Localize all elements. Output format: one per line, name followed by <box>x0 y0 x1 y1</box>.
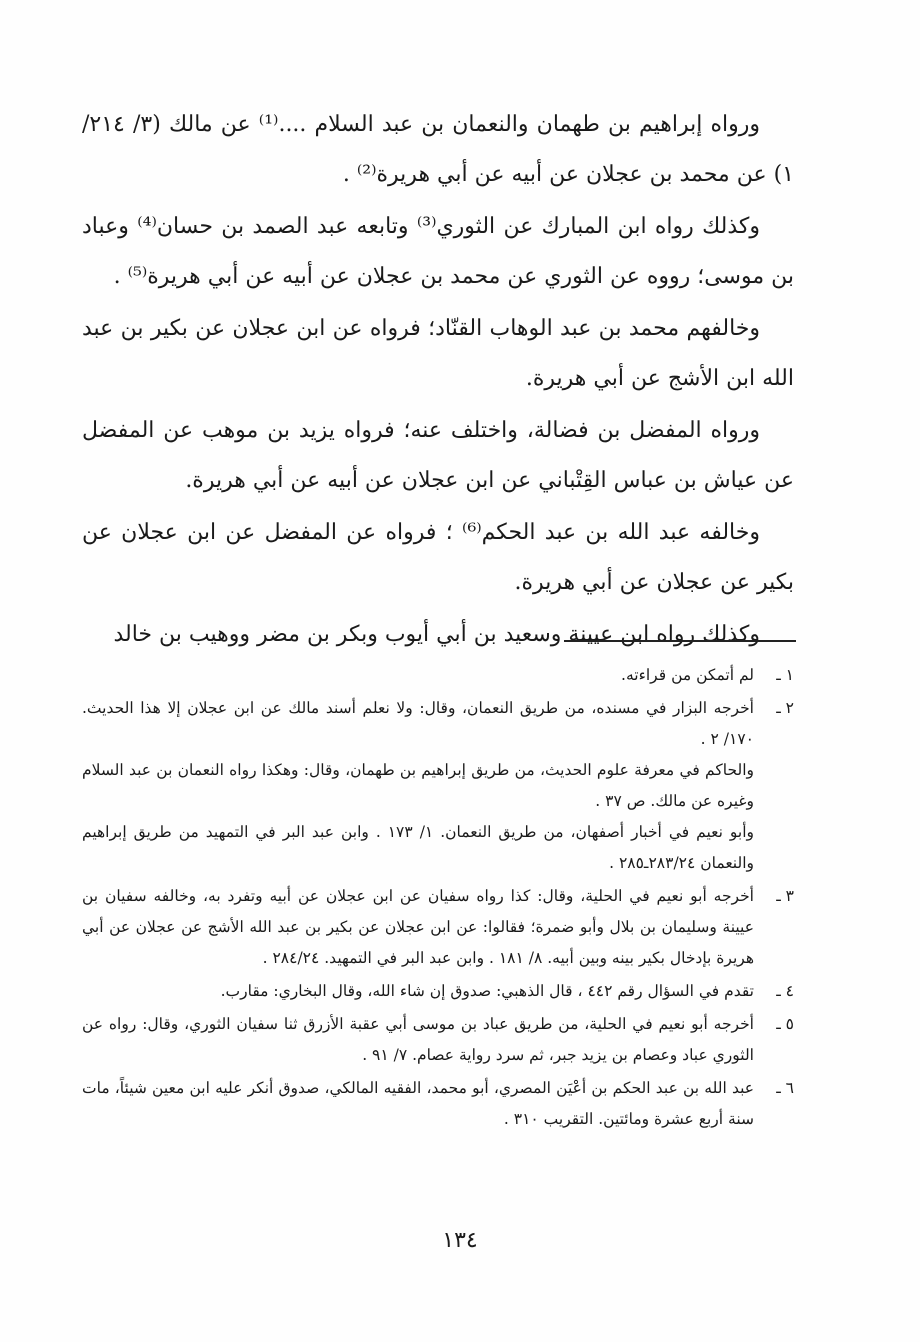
footnote-text: والحاكم في معرفة علوم الحديث، من طريق إبراهيم بن طهمان، وقال: وهكذا رواه النعمان بن عبد السلام وغيره عن مالك. ص ٣٧ . <box>82 761 754 810</box>
paragraph-5: وخالفه عبد الله بن عبد الحكم⁽⁶⁾ ؛ فرواه عن المفضل عن ابن عجلان عن بكير عن عجلان عن أبي هريرة. <box>82 520 794 595</box>
footnote-number: ١ ـ <box>776 666 794 684</box>
footnote-body <box>82 976 754 1007</box>
footnote-divider <box>564 640 796 642</box>
main-text <box>82 100 794 662</box>
footnote-text: أخرجه البزار في مسنده، من طريق النعمان، وقال: ولا نعلم أسند مالك عن ابن عجلان إلا هذا الحديث. ١٧٠/ ٢ . <box>82 699 754 748</box>
paragraph-2: وكذلك رواه ابن المبارك عن الثوري⁽³⁾ وتابعه عبد الصمد بن حسان⁽⁴⁾ وعباد بن موسى؛ رووه عن الثوري عن محمد بن عجلان عن أبيه عن أبي هريرة⁽⁵⁾ . <box>82 214 794 289</box>
footnote-number: ٥ ـ <box>776 1015 794 1033</box>
paragraph-4: ورواه المفضل بن فضالة، واختلف عنه؛ فرواه يزيد بن موهب عن المفضل عن عياش بن عباس القِتْباني عن ابن عجلان عن أبيه عن أبي هريرة. <box>82 418 794 493</box>
footnote-4 <box>82 976 794 1007</box>
footnote-body <box>82 881 754 974</box>
footnote-5 <box>82 1009 794 1071</box>
footnotes <box>82 660 794 1137</box>
paragraph-1: ورواه إبراهيم بن طهمان والنعمان بن عبد السلام ....⁽¹⁾ عن مالك (٣/ ٢١٤/ ١) عن محمد بن عجلان عن أبيه عن أبي هريرة⁽²⁾ . <box>82 112 794 187</box>
footnote-text: تقدم في السؤال رقم ٤٤٢ ، قال الذهبي: صدوق إن شاء الله، وقال البخاري: مقارب. <box>220 982 754 1000</box>
footnote-number: ٢ ـ <box>776 699 794 717</box>
footnote-number: ٤ ـ <box>776 982 794 1000</box>
footnote-3 <box>82 881 794 974</box>
footnote-1 <box>82 660 794 691</box>
footnote-6 <box>82 1073 794 1135</box>
footnote-text: لم أتمكن من قراءته. <box>621 666 754 684</box>
paragraph-3: وخالفهم محمد بن عبد الوهاب القنّاد؛ فرواه عن ابن عجلان عن بكير بن عبد الله ابن الأشج عن أبي هريرة. <box>82 316 794 391</box>
footnote-text: عبد الله بن عبد الحكم بن أعْيَن المصري، أبو محمد، الفقيه المالكي، صدوق أنكر عليه ابن معين شيئاً، مات سنة أربع عشرة ومائتين. التقريب ٣١٠ . <box>82 1079 754 1128</box>
footnote-body <box>82 660 754 691</box>
footnote-2 <box>82 693 794 879</box>
footnote-text: أخرجه أبو نعيم في الحلية، من طريق عباد بن موسى أبي عقبة الأزرق ثنا سفيان الثوري، وقال: رواه عن الثوري عباد وعصام بن يزيد جبر، ثم سرد رواية عصام. ٧/ ٩١ . <box>82 1015 754 1064</box>
footnote-number: ٣ ـ <box>776 887 794 905</box>
paragraph-6: وكذلك رواه ابن عيينة وسعيد بن أبي أيوب وبكر بن مضر ووهيب بن خالد <box>113 622 760 647</box>
footnote-text: وأبو نعيم في أخبار أصفهان، من طريق النعمان. ١/ ١٧٣ . وابن عبد البر في التمهيد من طريق إبراهيم والنعمان ٢٨٣/٢٤ـ٢٨٥ . <box>82 823 754 872</box>
footnote-body <box>82 1073 754 1135</box>
footnote-body <box>82 1009 754 1071</box>
footnote-body <box>82 693 754 879</box>
page-number: ١٣٤ <box>442 1228 478 1253</box>
footnote-text: أخرجه أبو نعيم في الحلية، وقال: كذا رواه سفيان عن ابن عجلان عن أبيه وتفرد به، وخالفه سفيان بن عيينة وسليمان بن بلال وأبو ضمرة؛ فقالوا: عن ابن عجلان عن بكير بن عبد الله الأشج عن عجلان عن أبي هريرة بإدخال بكير بينه وبين أبيه. ٨/ ١٨١ . وابن عبد البر في التمهيد. ٢٨٤/٢٤ . <box>82 887 754 967</box>
footnote-number: ٦ ـ <box>776 1079 794 1097</box>
